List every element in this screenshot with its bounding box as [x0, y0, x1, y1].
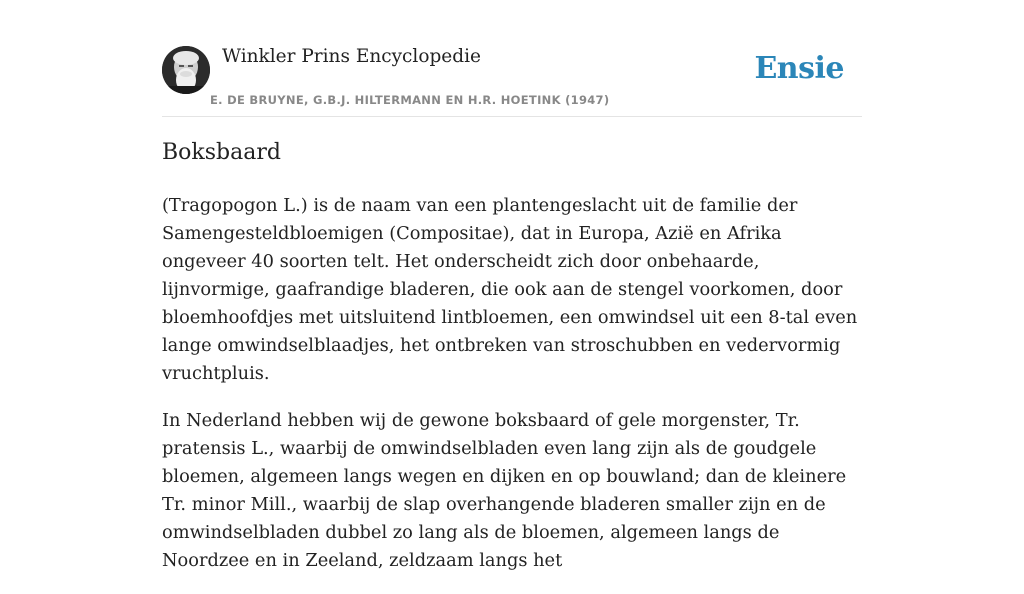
portrait-avatar-icon	[162, 46, 210, 94]
article-paragraph: (Tragopogon L.) is de naam van een plantengeslacht uit de familie der Samengesteldbloemigen (Compositae), dat in Europa, Azië en Afrika ongeveer 40 soorten telt. Het onderscheidt zich door onbehaarde, lijnvormige, gaafrandige bladeren, die ook aan de stengel voorkomen, door bloemhoofdjes met uitsluitend lintbloemen, een omwindsel uit een 8-tal even lange omwindselblaadjes, het ontbreken van stroschubben en vedervormig vruchtpluis.	[162, 195, 858, 384]
portrait-avatar[interactable]	[162, 46, 210, 94]
article-paragraph: In Nederland hebben wij de gewone boksbaard of gele morgenster, Tr. pratensis L., waarbij de omwindselbladen even lang zijn als de goudgele bloemen, algemeen langs wegen en dijken en op bouwland; dan de kleinere Tr. minor Mill., waarbij de slap overhangende bladeren smaller zijn en de omwindselbladen dubbel zo lang als de bloemen, algemeen langs de Noordzee en in Zeeland, zeldzaam langs het	[162, 410, 847, 571]
article-page	[162, 0, 862, 571]
article-title: Boksbaard	[162, 140, 281, 165]
source-authors: E. DE BRUYNE, G.B.J. HILTERMANN EN H.R. HOETINK (1947)	[210, 93, 610, 107]
source-header	[162, 0, 862, 117]
article-body	[162, 192, 868, 594]
ensie-logo-link[interactable]: Ensie	[754, 51, 844, 86]
source-title[interactable]: Winkler Prins Encyclopedie	[222, 46, 481, 67]
